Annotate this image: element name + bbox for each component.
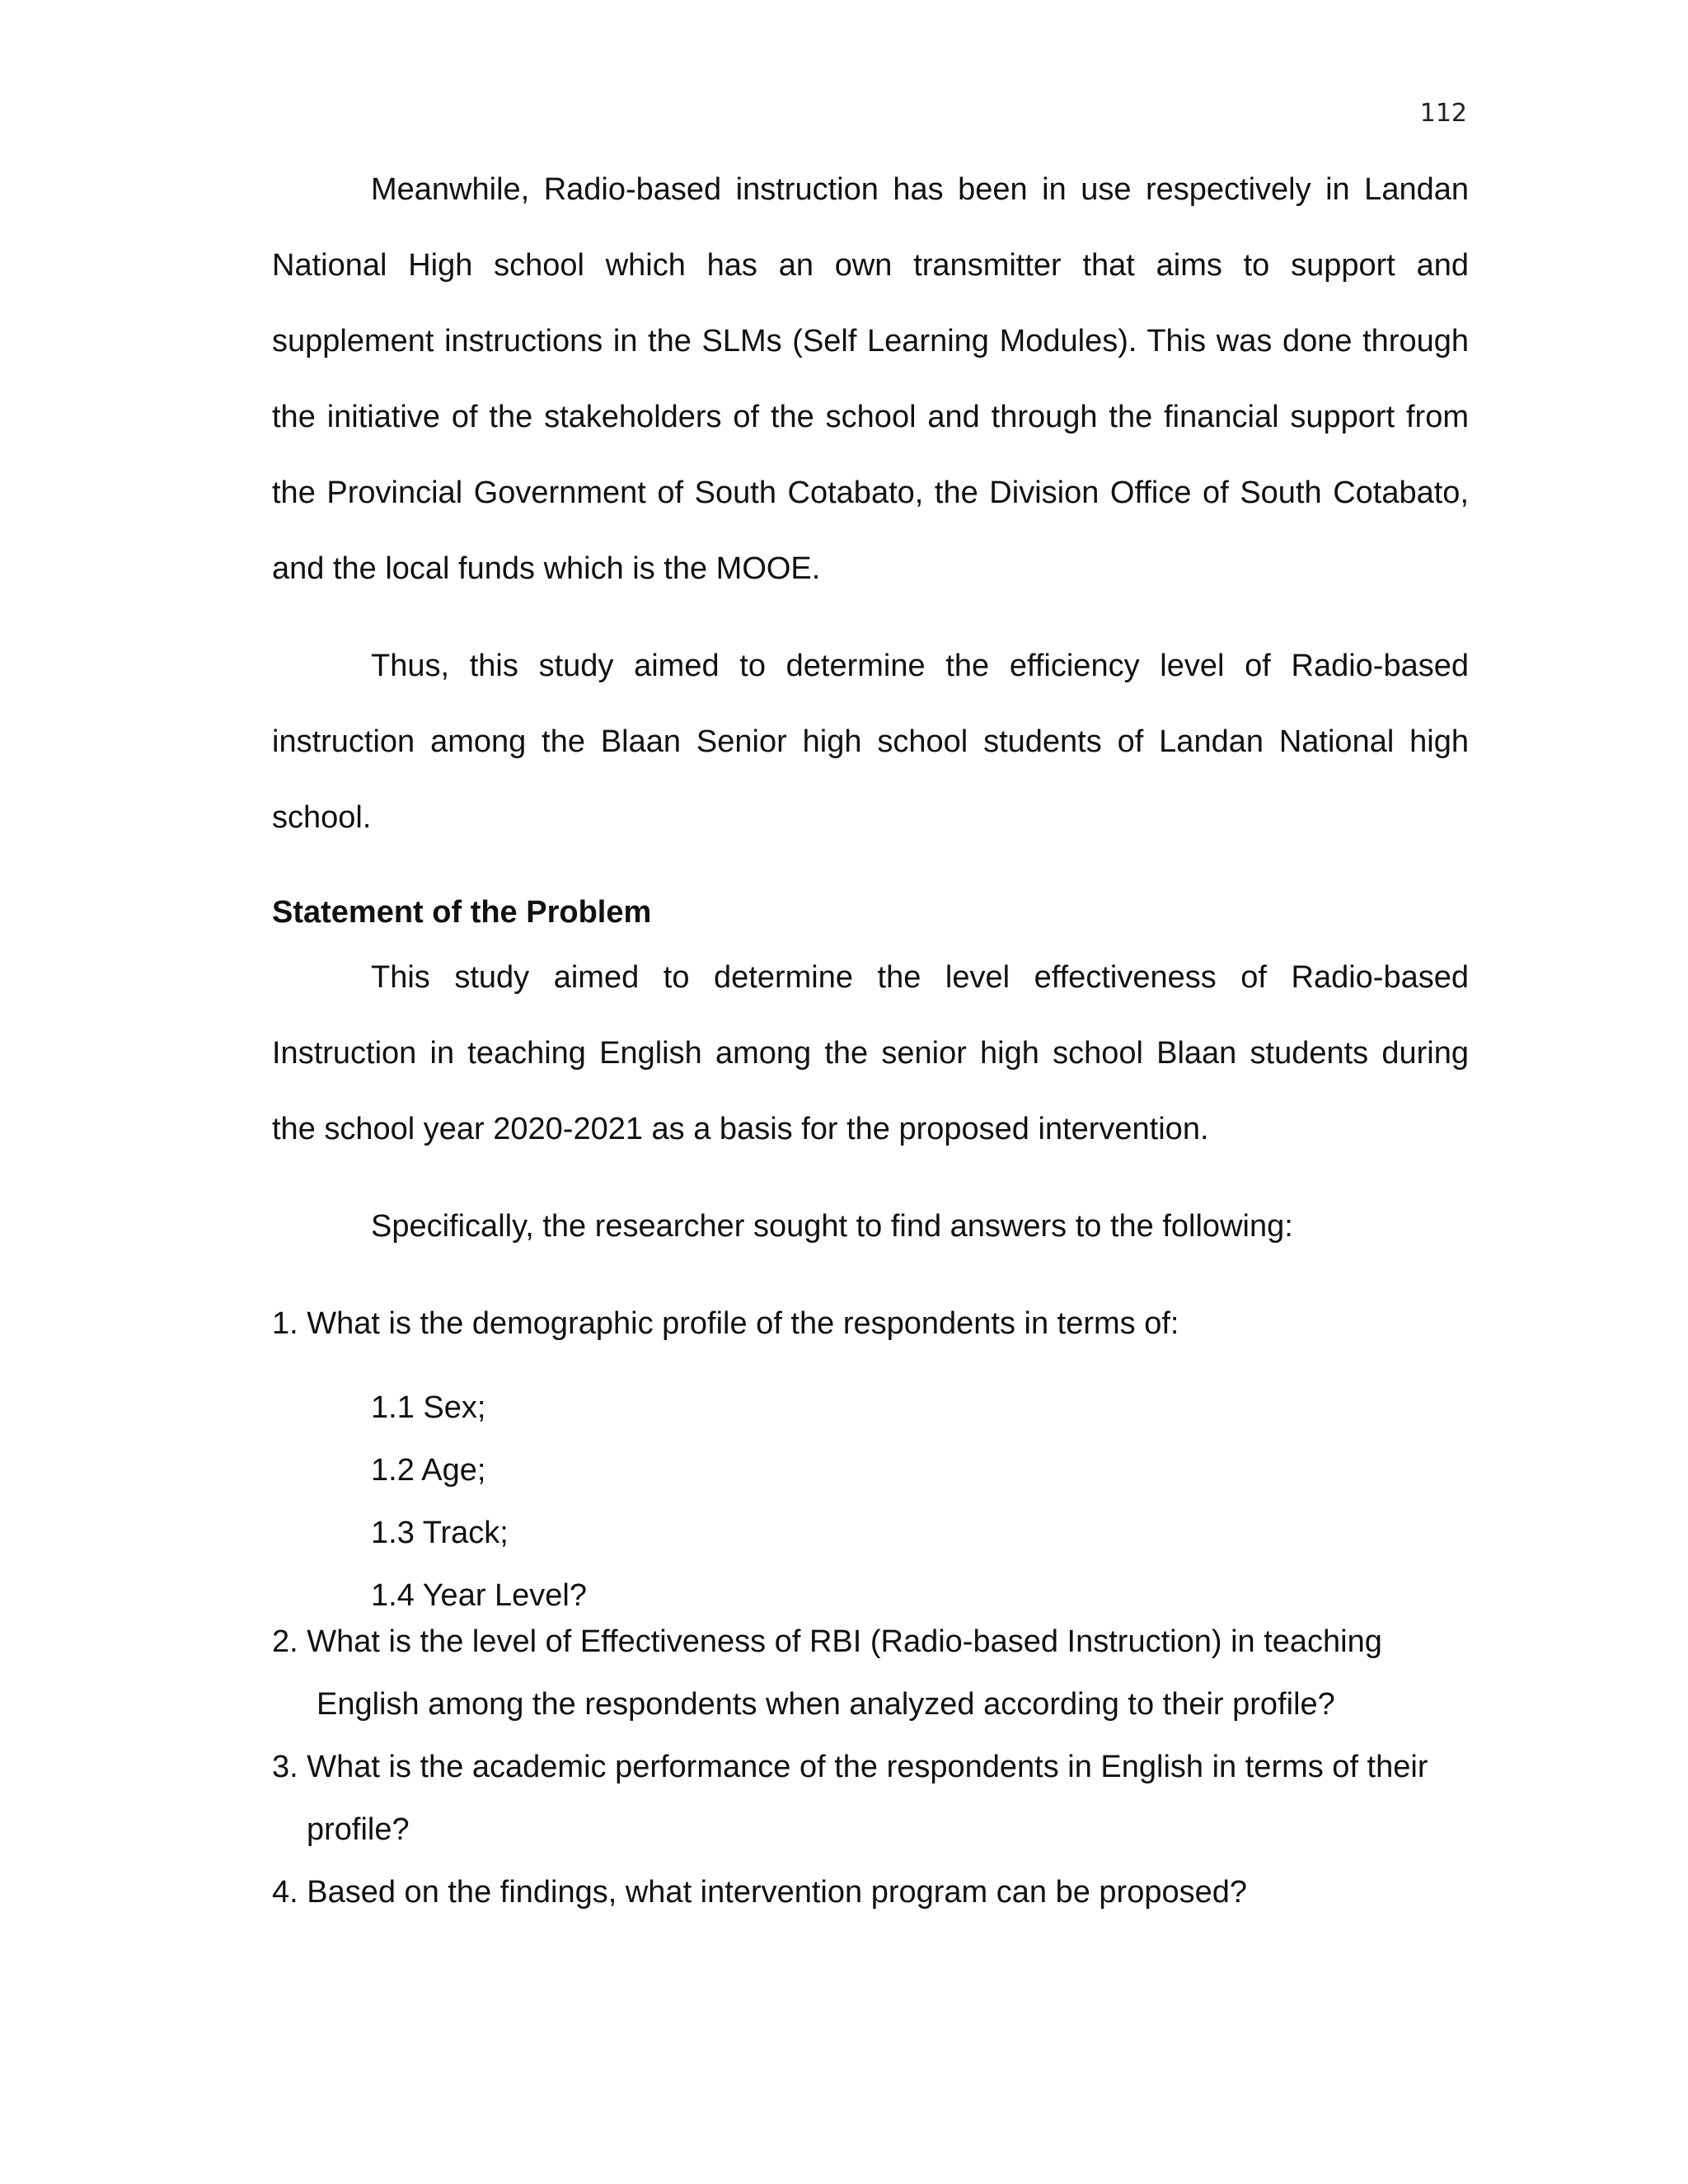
page-number: 112 bbox=[1419, 99, 1467, 128]
question-2 bbox=[272, 1610, 1469, 1736]
question-2-line-2: English among the respondents when analyzed according to their profile? bbox=[316, 1687, 1335, 1722]
question-3-line-1: 3. What is the academic performance of the respondents in English in terms of their bbox=[272, 1750, 1428, 1784]
paragraph-problem-statement: This study aimed to determine the level effectiveness of Radio-based Instruction in teaching English among the senior high school Blaan students during the school year 2020-2021 as a basis for the proposed intervention. bbox=[272, 960, 1469, 1146]
list-item: 1.2 Age; bbox=[371, 1453, 486, 1488]
list-item: 1.3 Track; bbox=[371, 1516, 509, 1550]
question-3-line-2: profile? bbox=[307, 1812, 410, 1847]
section-heading: Statement of the Problem bbox=[272, 895, 652, 930]
question-4: 4. Based on the findings, what intervention program can be proposed? bbox=[272, 1875, 1247, 1910]
question-1: 1. What is the demographic profile of the respondents in terms of: bbox=[272, 1306, 1179, 1341]
list-item: 1.1 Sex; bbox=[371, 1390, 486, 1425]
question-2-line-1: 2. What is the level of Effectiveness of RBI (Radio-based Instruction) in teaching bbox=[272, 1624, 1382, 1659]
list-item: 1.4 Year Level? bbox=[371, 1578, 588, 1613]
paragraph-specific-questions-intro: Specifically, the researcher sought to find answers to the following: bbox=[371, 1209, 1293, 1244]
question-1-sublist bbox=[371, 1376, 587, 1627]
paragraph-study-aim: Thus, this study aimed to determine the efficiency level of Radio-based instruction among the Blaan Senior high school students of Landan National high school. bbox=[272, 649, 1469, 835]
paragraph-radio-based-instruction: Meanwhile, Radio-based instruction has been in use respectively in Landan National High school which has an own transmitter that aims to support and supplement instructions in the SLMs (Self Learning Modules). This was done through the initiative of the stakeholders of the school and through the financial support from the Provincial Government of South Cotabato, the Division Office of South Cotabato, and the local funds which is the MOOE. bbox=[272, 172, 1469, 586]
question-3 bbox=[272, 1736, 1469, 1861]
